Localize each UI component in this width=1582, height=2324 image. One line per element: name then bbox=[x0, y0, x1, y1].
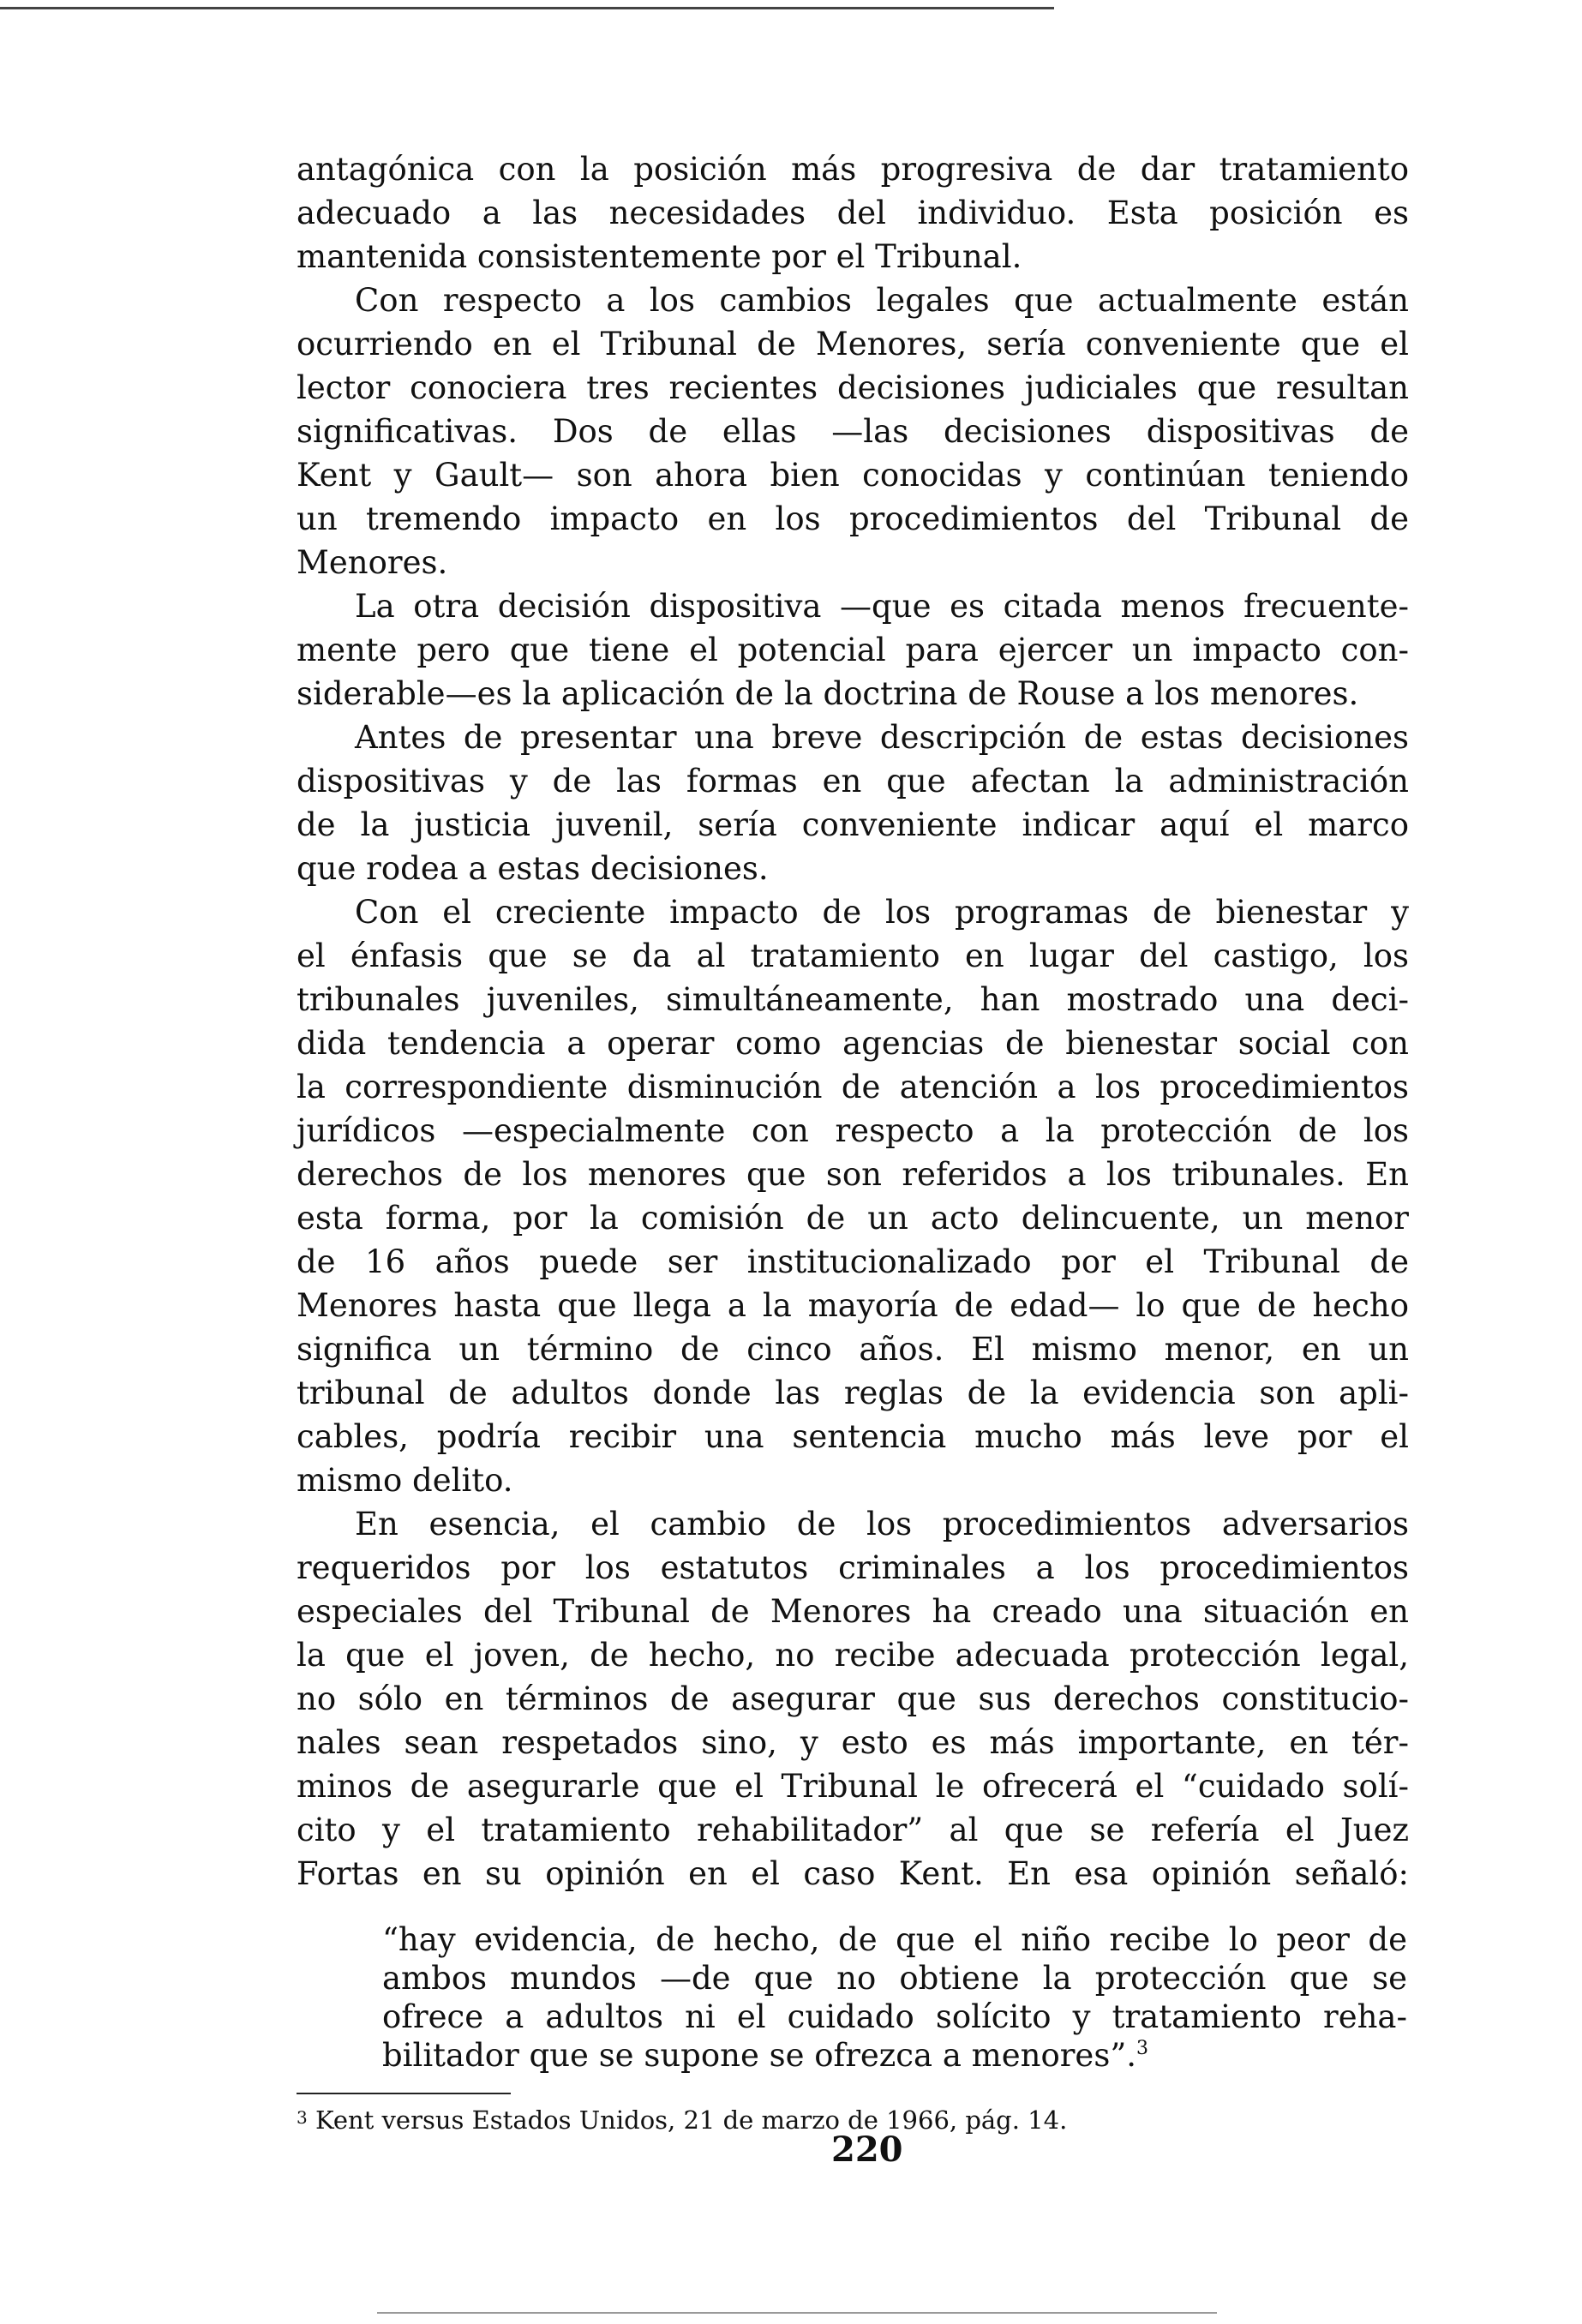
text-line: tribunal de adultos donde las reglas de la evidencia son apli- bbox=[297, 1375, 1409, 1411]
quote-line: ambos mundos —de que no obtiene la protección que se bbox=[382, 1960, 1407, 1997]
text-line: especiales del Tribunal de Menores ha creado una situación en bbox=[297, 1593, 1409, 1630]
text-line: requeridos por los estatutos criminales a los procedimientos bbox=[297, 1549, 1409, 1586]
text-line: significativas. Dos de ellas —las decisiones dispositivas de bbox=[297, 413, 1409, 450]
text-line: de 16 años puede ser institucionalizado por el Tribunal de bbox=[297, 1243, 1409, 1280]
text-line: Kent y Gault— son ahora bien conocidas y continúan teniendo bbox=[297, 457, 1409, 494]
text-line: lector conociera tres recientes decisiones judiciales que resultan bbox=[297, 369, 1409, 406]
text-line: un tremendo impacto en los procedimientos del Tribunal de bbox=[297, 500, 1409, 537]
text-line: Con el creciente impacto de los programas de bienestar y bbox=[355, 894, 1409, 931]
scan-bottom-rule bbox=[377, 2312, 1217, 2314]
text-line: Fortas en su opinión en el caso Kent. En esa opinión señaló: bbox=[297, 1855, 1409, 1892]
text-line: adecuado a las necesidades del individuo. Esta posición es bbox=[297, 195, 1409, 231]
text-line: nales sean respetados sino, y esto es más importante, en tér- bbox=[297, 1724, 1409, 1761]
text-line: cables, podría recibir una sentencia mucho más leve por el bbox=[297, 1418, 1409, 1455]
text-line: mente pero que tiene el potencial para ejercer un impacto con- bbox=[297, 632, 1409, 668]
text-line: jurídicos —especialmente con respecto a la protección de los bbox=[297, 1112, 1409, 1149]
text-line: mantenida consistentemente por el Tribunal. bbox=[297, 238, 1022, 275]
text-line: significa un término de cinco años. El mismo menor, en un bbox=[297, 1331, 1409, 1368]
footnote-divider bbox=[297, 2093, 511, 2094]
text-line: derechos de los menores que son referidos a los tribunales. En bbox=[297, 1156, 1409, 1193]
text-line: La otra decisión dispositiva —que es citada menos frecuente- bbox=[355, 588, 1409, 625]
footnote-reference: 3 bbox=[1136, 2038, 1148, 2059]
page-number: 220 bbox=[831, 2129, 903, 2170]
text-line: Con respecto a los cambios legales que actualmente están bbox=[355, 282, 1409, 319]
footnote-marker: 3 bbox=[297, 2107, 308, 2128]
text-line: minos de asegurarle que el Tribunal le ofrecerá el “cuidado solí- bbox=[297, 1768, 1409, 1805]
text-line: antagónica con la posición más progresiva de dar tratamiento bbox=[297, 151, 1409, 188]
text-line: que rodea a estas decisiones. bbox=[297, 850, 769, 887]
text-line: el énfasis que se da al tratamiento en lugar del castigo, los bbox=[297, 937, 1409, 974]
footnote bbox=[297, 2101, 1067, 2139]
quote-line-text: bilitador que se supone se ofrezca a menores”. bbox=[382, 2037, 1136, 2074]
block-quote bbox=[382, 1920, 1407, 2075]
text-line: En esencia, el cambio de los procedimientos adversarios bbox=[355, 1506, 1409, 1542]
quote-line: ofrece a adultos ni el cuidado solícito y tratamiento reha- bbox=[382, 1998, 1407, 2035]
text-line: tribunales juveniles, simultáneamente, han mostrado una deci- bbox=[297, 981, 1409, 1018]
text-line: siderable—es la aplicación de la doctrina de Rouse a los menores. bbox=[297, 675, 1359, 712]
quote-line: “hay evidencia, de hecho, de que el niño recibe lo peor de bbox=[382, 1921, 1407, 1958]
scan-top-rule bbox=[0, 7, 1054, 9]
text-line: la correspondiente disminución de atención a los procedimientos bbox=[297, 1069, 1409, 1105]
text-line: cito y el tratamiento rehabilitador” al que se refería el Juez bbox=[297, 1812, 1409, 1848]
text-line: Menores. bbox=[297, 544, 448, 581]
text-line: Antes de presentar una breve descripción de estas decisiones bbox=[355, 719, 1409, 756]
body-text bbox=[297, 147, 1409, 1896]
text-line: mismo delito. bbox=[297, 1462, 513, 1499]
text-line: dispositivas y de las formas en que afectan la administración bbox=[297, 763, 1409, 800]
footnote-text: Kent versus Estados Unidos, 21 de marzo de 1966, pág. 14. bbox=[315, 2105, 1068, 2135]
text-line: esta forma, por la comisión de un acto delincuente, un menor bbox=[297, 1200, 1409, 1237]
text-line: ocurriendo en el Tribunal de Menores, sería conveniente que el bbox=[297, 326, 1409, 362]
text-line: Menores hasta que llega a la mayoría de edad— lo que de hecho bbox=[297, 1287, 1409, 1324]
text-line: la que el joven, de hecho, no recibe adecuada protección legal, bbox=[297, 1637, 1409, 1674]
text-line: de la justicia juvenil, sería conveniente indicar aquí el marco bbox=[297, 806, 1409, 843]
text-line: no sólo en términos de asegurar que sus derechos constitucio- bbox=[297, 1680, 1409, 1717]
text-line: dida tendencia a operar como agencias de bienestar social con bbox=[297, 1025, 1409, 1062]
quote-line bbox=[382, 2036, 1407, 2075]
